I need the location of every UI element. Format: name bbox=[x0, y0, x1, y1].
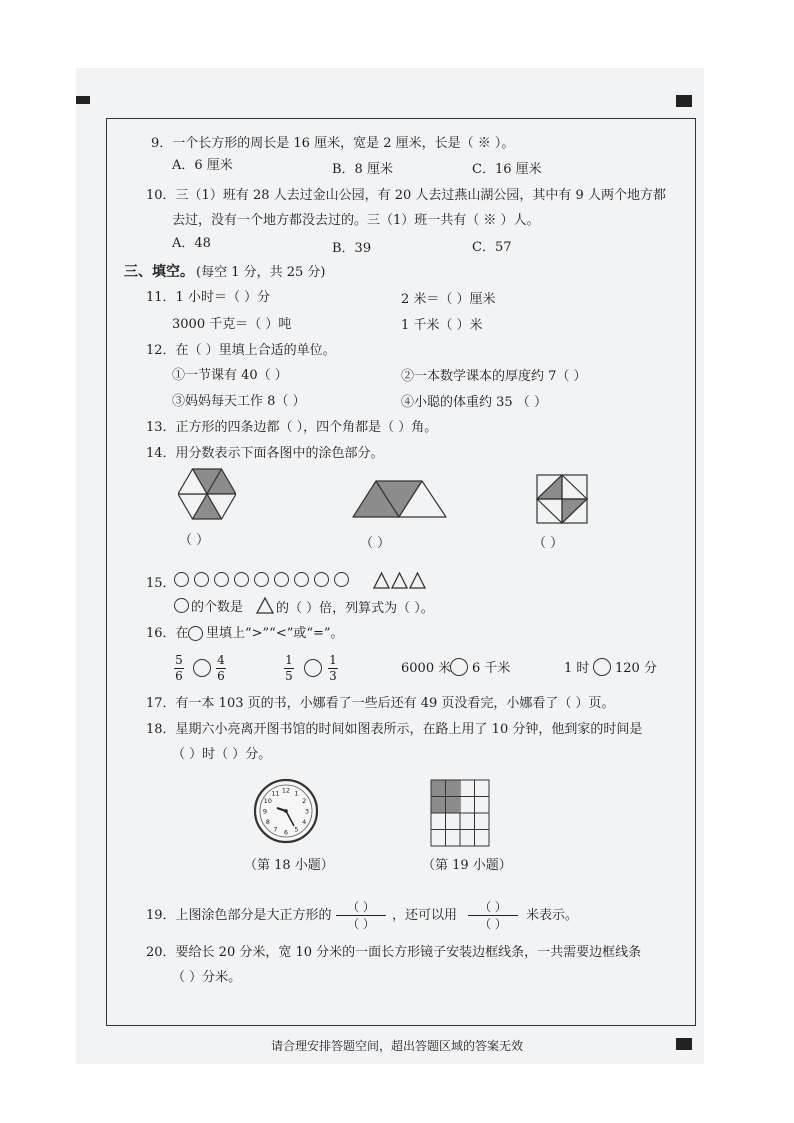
circle-icon bbox=[314, 572, 329, 587]
q9-stem: 9．一个长方形的周长是 16 厘米，宽是 2 厘米，长是（ ※ ）。 bbox=[151, 136, 515, 151]
q13-stem: 13．正方形的四条边都（ ），四个角都是（ ）角。 bbox=[146, 420, 438, 435]
q16-c1b: 6 千米 bbox=[472, 661, 511, 676]
q18-line2: （ ）时（ ）分。 bbox=[172, 747, 272, 762]
trapezoid-figure bbox=[352, 480, 448, 518]
circle-icon bbox=[174, 572, 189, 587]
q16-stem-end: 里填上“>”“<”或“=”。 bbox=[206, 626, 344, 641]
clock-number: 2 bbox=[302, 797, 307, 805]
footer-note: 请合理安排答题空间，超出答题区域的答案无效 bbox=[270, 1039, 523, 1053]
clock-number: 9 bbox=[262, 807, 268, 816]
corner-mark-top-right bbox=[676, 95, 692, 107]
q10-option-a: A．48 bbox=[172, 236, 211, 251]
q14-stem: 14．用分数表示下面各图中的涂色部分。 bbox=[146, 446, 384, 461]
q18-line1: 18．星期六小亮离开图书馆的时间如图表所示，在路上用了 10 分钟，他到家的时间是 bbox=[146, 722, 643, 737]
q12-c: ③妈妈每天工作 8（ ） bbox=[172, 394, 306, 409]
q19-part3: 米表示。 bbox=[526, 908, 579, 923]
circle-icon bbox=[254, 572, 269, 587]
q9-option-a: A．6 厘米 bbox=[172, 158, 233, 173]
q16-c2b: 120 分 bbox=[615, 661, 657, 676]
q10-option-c: C．57 bbox=[472, 240, 512, 255]
q18-caption: （第 18 小题） bbox=[244, 858, 334, 873]
circle-icon bbox=[274, 572, 289, 587]
q11-d: 1 千米（ ）米 bbox=[401, 318, 483, 333]
corner-mark-top-left bbox=[76, 96, 90, 104]
circle-icon bbox=[294, 572, 309, 587]
hexagon-figure bbox=[178, 468, 236, 520]
square-figure bbox=[536, 474, 588, 524]
q15-mid2: 的（ ）倍，列算式为（ ）。 bbox=[276, 601, 434, 616]
circle-icon bbox=[188, 626, 203, 641]
q16-c2a: 1 时 bbox=[564, 661, 590, 676]
q19-fraction-blank-1[interactable]: （ ） （ ） bbox=[336, 901, 386, 930]
compare-circle-2[interactable] bbox=[304, 659, 322, 677]
q9-option-c: C．16 厘米 bbox=[472, 162, 542, 177]
clock-number: 11 bbox=[271, 789, 280, 798]
clock-number: 10 bbox=[263, 797, 272, 805]
clock-number: 4 bbox=[302, 818, 307, 826]
q16-frac-4-6: 4 6 bbox=[217, 653, 225, 683]
triangle-icon bbox=[373, 572, 390, 589]
circle-icon bbox=[334, 572, 349, 587]
q20-line2: （ ）分米。 bbox=[172, 970, 242, 985]
circle-icon bbox=[194, 572, 209, 587]
q16-c1a: 6000 米 bbox=[401, 661, 452, 676]
q16-stem: 16．在 bbox=[146, 626, 189, 641]
section3-note: (每空 1 分，共 25 分) bbox=[196, 265, 326, 280]
circle-icon bbox=[214, 572, 229, 587]
q14-blank-2: （ ） bbox=[360, 536, 391, 551]
q19-caption: （第 19 小题） bbox=[422, 858, 512, 873]
q19-part2: ，还可以用 bbox=[392, 908, 458, 923]
q20-line1: 20．要给长 20 分米，宽 10 分米的一面长方形镜子安装边框线条，一共需要边框线条 bbox=[146, 945, 642, 960]
clock-number: 7 bbox=[273, 825, 278, 834]
q15-mid1: 的个数是 bbox=[191, 600, 244, 615]
q16-frac-1-5: 1 5 bbox=[285, 653, 293, 683]
q9-option-b: B．8 厘米 bbox=[332, 162, 393, 177]
triangle-icon bbox=[256, 597, 274, 614]
clock-number: 8 bbox=[265, 818, 270, 826]
triangle-icon bbox=[409, 572, 426, 589]
q11-a: 11．1 小时＝（ ）分 bbox=[146, 290, 271, 305]
grid-square-figure bbox=[430, 779, 490, 847]
section3-title: 三、填空。 bbox=[124, 264, 194, 280]
q16-frac-1-3: 1 3 bbox=[329, 653, 337, 683]
q10-option-b: B．39 bbox=[332, 241, 372, 256]
triangle-icon bbox=[391, 572, 408, 589]
q12-d: ④小聪的体重约 35 （ ） bbox=[401, 395, 547, 410]
q14-blank-1: （ ） bbox=[179, 533, 210, 548]
compare-circle-3[interactable] bbox=[450, 658, 468, 676]
q11-c: 3000 千克＝（ ）吨 bbox=[172, 317, 292, 332]
clock-number: 3 bbox=[304, 807, 310, 816]
q12-b: ②一本数学课本的厚度约 7（ ） bbox=[401, 369, 587, 384]
q11-b: 2 米＝（ ）厘米 bbox=[401, 292, 496, 307]
q19-fraction-blank-2[interactable]: （ ） （ ） bbox=[468, 901, 518, 930]
q10-line1: 10．三（1）班有 28 人去过金山公园，有 20 人去过燕山湖公园，其中有 9 人两个地方都 bbox=[146, 188, 666, 203]
circle-icon bbox=[234, 572, 249, 587]
clock-number: 6 bbox=[283, 828, 289, 837]
compare-circle-1[interactable] bbox=[193, 659, 211, 677]
q17-stem: 17．有一本 103 页的书，小娜看了一些后还有 49 页没看完，小娜看了（ ）页。 bbox=[146, 696, 615, 711]
q16-frac-5-6: 5 6 bbox=[175, 653, 183, 683]
clock-number: 5 bbox=[294, 825, 299, 834]
q12-a: ①一节课有 40（ ） bbox=[172, 368, 288, 383]
clock-number: 12 bbox=[281, 786, 291, 795]
q19-part1: 19．上图涂色部分是大正方形的 bbox=[146, 908, 332, 923]
clock-number: 1 bbox=[294, 789, 299, 798]
compare-circle-4[interactable] bbox=[593, 658, 611, 676]
q10-line2: 去过，没有一个地方都没去过的。三（1）班一共有（ ※ ）人。 bbox=[172, 213, 540, 228]
circle-icon bbox=[174, 598, 189, 613]
clock-icon bbox=[253, 778, 319, 844]
q15-number: 15． bbox=[146, 576, 176, 591]
q14-blank-3: （ ） bbox=[533, 536, 564, 551]
q12-stem: 12．在（ ）里填上合适的单位。 bbox=[146, 343, 336, 358]
